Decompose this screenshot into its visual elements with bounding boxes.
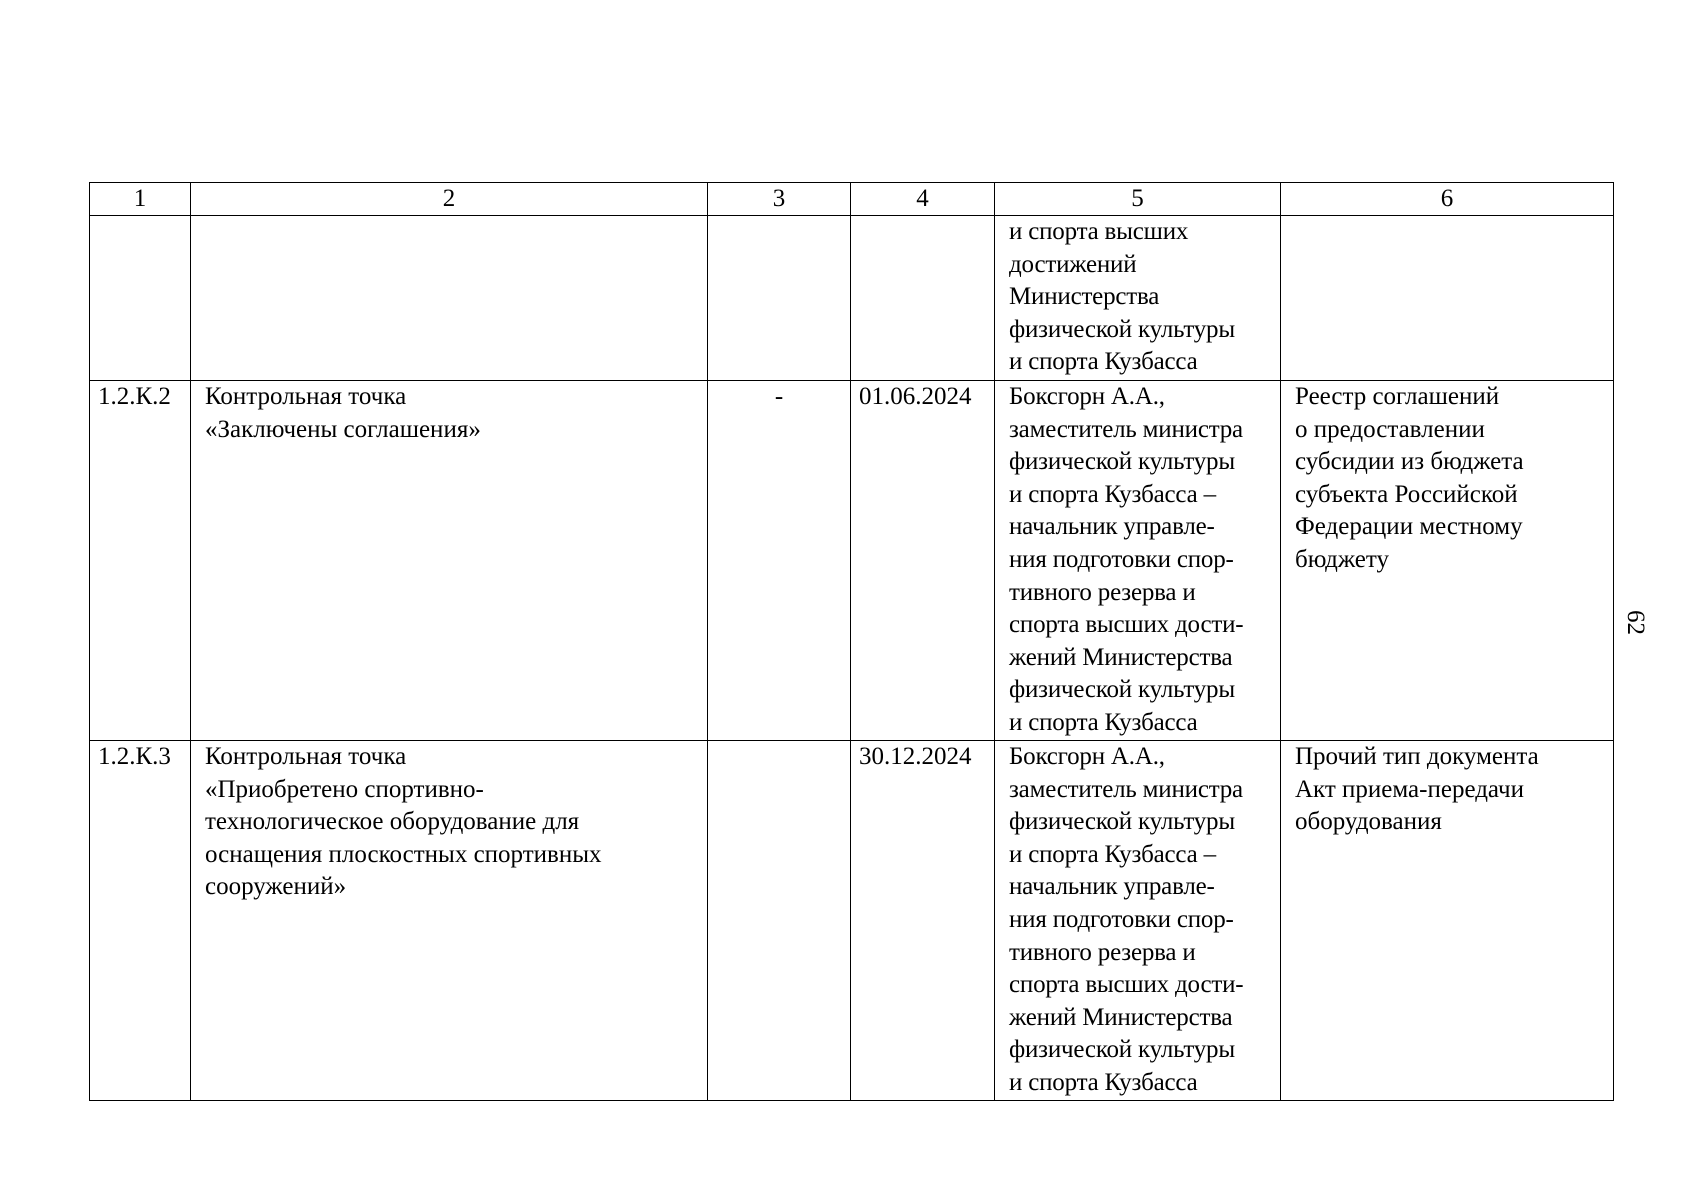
header-cell-5: 5 (995, 183, 1281, 216)
cell-mark (708, 216, 851, 381)
header-cell-2: 2 (191, 183, 708, 216)
table-row-continuation (90, 216, 1614, 381)
header-cell-6: 6 (1281, 183, 1614, 216)
table-row (90, 741, 1614, 1101)
cell-date: 01.06.2024 (851, 381, 995, 741)
cell-name (191, 216, 708, 381)
control-points-table (89, 182, 1614, 1101)
cell-responsible: Боксгорн А.А., заместитель министра физической культуры и спорта Кузбасса – начальник управле- ния подготовки спор- тивного резерва и спорта высших дости- жений Министерства физической культуры и спорта Кузбасса (995, 741, 1281, 1101)
cell-date (851, 216, 995, 381)
cell-number: 1.2.К.3 (90, 741, 191, 1101)
cell-document: Реестр соглашений о предоставлении субсидии из бюджета субъекта Российской Федерации местному бюджету (1281, 381, 1614, 741)
header-cell-1: 1 (90, 183, 191, 216)
cell-number (90, 216, 191, 381)
cell-mark: - (708, 381, 851, 741)
cell-responsible: и спорта высших достижений Министерства физической культуры и спорта Кузбасса (995, 216, 1281, 381)
cell-mark (708, 741, 851, 1101)
cell-document (1281, 216, 1614, 381)
cell-name: Контрольная точка «Приобретено спортивно- технологическое оборудование для оснащения плоскостных спортивных сооружений» (191, 741, 708, 1101)
cell-date: 30.12.2024 (851, 741, 995, 1101)
cell-responsible: Боксгорн А.А., заместитель министра физической культуры и спорта Кузбасса – начальник управле- ния подготовки спор- тивного резерва и спорта высших дости- жений Министерства физической культуры и спорта Кузбасса (995, 381, 1281, 741)
header-cell-3: 3 (708, 183, 851, 216)
cell-name: Контрольная точка «Заключены соглашения» (191, 381, 708, 741)
header-cell-4: 4 (851, 183, 995, 216)
page-number: 62 (1622, 610, 1649, 635)
cell-document: Прочий тип документа Акт приема-передачи оборудования (1281, 741, 1614, 1101)
table-header-row (90, 183, 1614, 216)
cell-number: 1.2.К.2 (90, 381, 191, 741)
table-row (90, 381, 1614, 741)
